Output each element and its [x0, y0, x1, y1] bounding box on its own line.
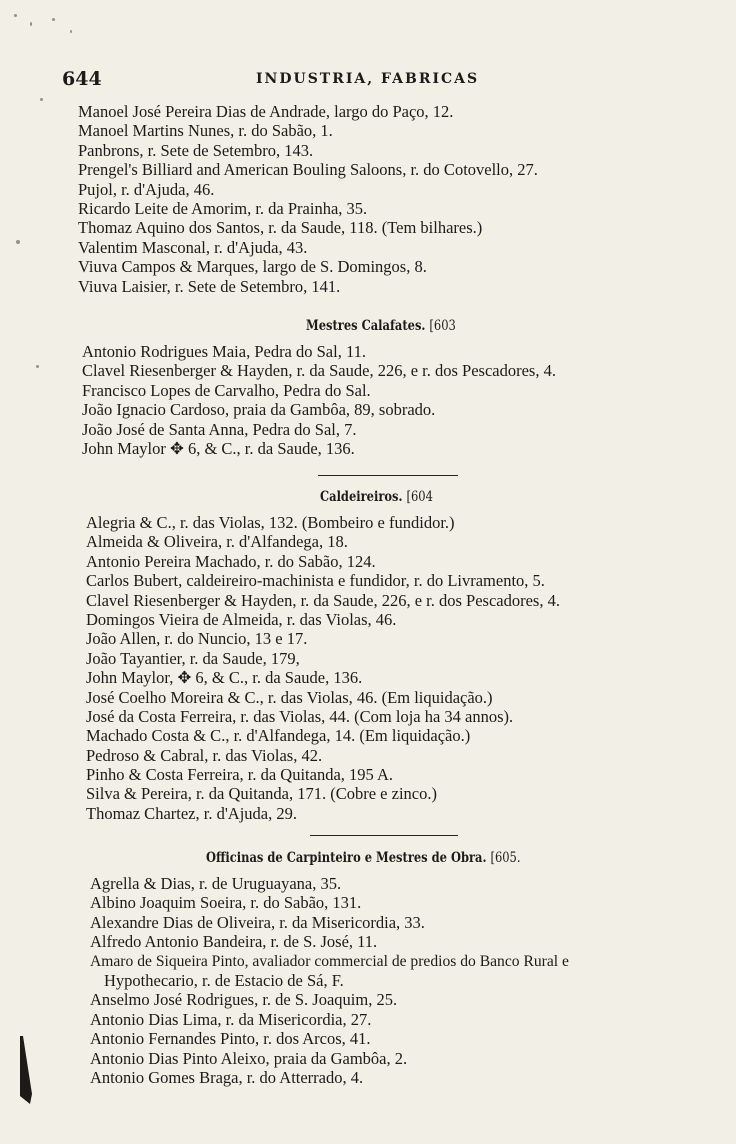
- page-edge-shadow: [18, 1036, 34, 1104]
- directory-entry: Alexandre Dias de Oliveira, r. da Misericordia, 33.: [90, 912, 425, 932]
- directory-entry: Manoel José Pereira Dias de Andrade, largo do Paço, 12.: [78, 102, 454, 121]
- section-code: [605.: [490, 850, 521, 866]
- directory-entry: José Coelho Moreira & C., r. das Violas, 46. (Em liquidação.): [86, 687, 493, 707]
- directory-entry: John Maylor ✥ 6, & C., r. da Saude, 136.: [82, 438, 355, 458]
- directory-entry: Pinho & Costa Ferreira, r. da Quitanda, 195 A.: [86, 765, 394, 785]
- ink-speck: [16, 240, 20, 244]
- directory-entry: Alegria & C., r. das Violas, 132. (Bombeiro e fundidor.): [86, 513, 455, 532]
- running-title: INDUSTRIA, FABRICAS: [256, 71, 480, 87]
- directory-entry-continuation: Hypothecario, r. de Estacio de Sá, F.: [104, 970, 344, 990]
- directory-entry: Silva & Pereira, r. da Quitanda, 171. (Cobre e zinco.): [86, 784, 437, 804]
- directory-entry: João Allen, r. do Nuncio, 13 e 17.: [86, 629, 308, 649]
- directory-entry: Almeida & Oliveira, r. d'Alfandega, 18.: [86, 532, 348, 552]
- directory-entry: Viuva Laisier, r. Sete de Setembro, 141.: [78, 276, 341, 296]
- directory-entry: João Ignacio Cardoso, praia da Gambôa, 89, sobrado.: [82, 400, 436, 420]
- directory-entry: Antonio Rodrigues Maia, Pedra do Sal, 11.: [82, 342, 366, 361]
- directory-entry: Thomaz Chartez, r. d'Ajuda, 29.: [86, 803, 297, 823]
- directory-entry: Pujol, r. d'Ajuda, 46.: [78, 179, 215, 199]
- page-number: 644: [62, 68, 102, 90]
- directory-entry: Carlos Bubert, caldeireiro-machinista e fundidor, r. do Livramento, 5.: [86, 571, 545, 591]
- ink-speck: [36, 365, 39, 368]
- ink-speck: [30, 22, 32, 26]
- directory-entry: João José de Santa Anna, Pedra do Sal, 7.: [82, 419, 357, 439]
- entry-list-calafates: [82, 342, 556, 458]
- section-heading-caldeireiros: [320, 489, 433, 505]
- directory-entry: Thomaz Aquino dos Santos, r. da Saude, 118. (Tem bilhares.): [78, 218, 483, 238]
- directory-entry: Francisco Lopes de Carvalho, Pedra do Sal.: [82, 380, 371, 400]
- section-heading-carpinteiro: [206, 850, 521, 866]
- ink-speck: [14, 14, 17, 17]
- directory-entry: Amaro de Siqueira Pinto, avaliador commercial de predios do Banco Rural e: [90, 952, 569, 970]
- section-divider: [310, 835, 458, 836]
- directory-entry: Antonio Pereira Machado, r. do Sabão, 124.: [86, 551, 376, 571]
- directory-entry: Ricardo Leite de Amorim, r. da Prainha, 35.: [78, 198, 368, 218]
- entry-list-carpinteiro: [90, 874, 569, 1087]
- directory-entry: Machado Costa & C., r. d'Alfandega, 14. (Em liquidação.): [86, 726, 471, 746]
- directory-entry: John Maylor, ✥ 6, & C., r. da Saude, 136.: [86, 668, 363, 688]
- directory-entry: Agrella & Dias, r. de Uruguayana, 35.: [90, 874, 342, 893]
- entry-list-continued: [78, 102, 538, 296]
- section-title: Officinas de Carpinteiro e Mestres de Obra.: [206, 850, 487, 866]
- entry-list-caldeireiros: [86, 513, 560, 823]
- section-divider: [318, 475, 458, 476]
- directory-entry: Panbrons, r. Sete de Setembro, 143.: [78, 140, 314, 160]
- directory-entry: Albino Joaquim Soeira, r. do Sabão, 131.: [90, 893, 362, 913]
- directory-entry: Anselmo José Rodrigues, r. de S. Joaquim, 25.: [90, 990, 398, 1010]
- section-title: Mestres Calafates.: [306, 318, 426, 334]
- page-header: [62, 68, 532, 94]
- directory-entry: Pedroso & Cabral, r. das Violas, 42.: [86, 745, 323, 765]
- section-title: Caldeireiros.: [320, 489, 403, 505]
- directory-entry: José da Costa Ferreira, r. das Violas, 44. (Com loja ha 34 annos).: [86, 706, 514, 726]
- directory-entry: Clavel Riesenberger & Hayden, r. da Saude, 226, e r. dos Pescadores, 4.: [86, 590, 560, 610]
- section-code: [603: [429, 318, 456, 334]
- directory-entry: Valentim Masconal, r. d'Ajuda, 43.: [78, 237, 308, 257]
- ink-speck: [70, 30, 72, 33]
- directory-entry: Manoel Martins Nunes, r. do Sabão, 1.: [78, 121, 333, 141]
- directory-entry: Viuva Campos & Marques, largo de S. Domingos, 8.: [78, 257, 427, 277]
- directory-entry: Clavel Riesenberger & Hayden, r. da Saude, 226, e r. dos Pescadores, 4.: [82, 361, 556, 381]
- directory-entry: Antonio Dias Pinto Aleixo, praia da Gambôa, 2.: [90, 1048, 408, 1068]
- directory-entry: Domingos Vieira de Almeida, r. das Violas, 46.: [86, 609, 397, 629]
- directory-entry: Antonio Gomes Braga, r. do Atterrado, 4.: [90, 1067, 364, 1087]
- ink-speck: [52, 18, 55, 21]
- directory-entry: Prengel's Billiard and American Bouling Saloons, r. do Cotovello, 27.: [78, 160, 538, 180]
- directory-entry: Alfredo Antonio Bandeira, r. de S. José, 11.: [90, 932, 378, 952]
- directory-entry: Antonio Fernandes Pinto, r. dos Arcos, 41.: [90, 1029, 371, 1049]
- directory-entry: Antonio Dias Lima, r. da Misericordia, 27.: [90, 1009, 372, 1029]
- section-heading-calafates: [306, 318, 456, 334]
- directory-entry: João Tayantier, r. da Saude, 179,: [86, 648, 300, 668]
- section-code: [604: [406, 489, 433, 505]
- ink-speck: [40, 98, 43, 101]
